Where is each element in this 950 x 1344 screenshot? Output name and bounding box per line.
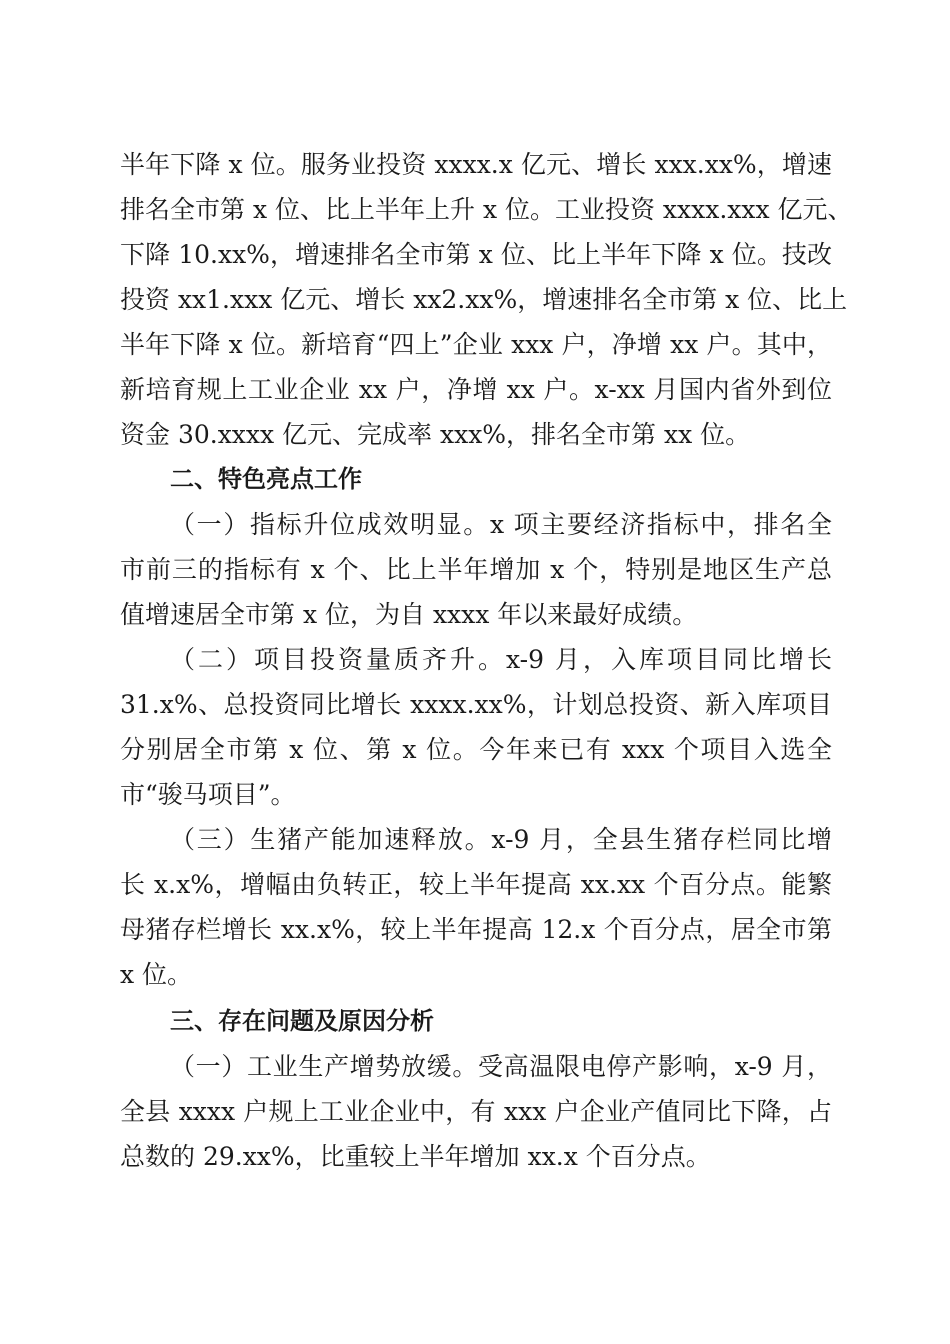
text-line: 31.x%、总投资同比增长 xxxx.xx%，计划总投资、新入库项目 bbox=[120, 690, 832, 719]
text-line: x 位。 bbox=[120, 960, 193, 989]
text-line: 长 x.x%，增幅由负转正，较上半年提高 xx.xx 个百分点。能繁 bbox=[120, 870, 832, 899]
section-heading: 二、特色亮点工作 bbox=[170, 465, 362, 493]
text-line: 新培育规上工业企业 xx 户，净增 xx 户。x-xx 月国内省外到位 bbox=[120, 375, 833, 404]
text-line: （一）工业生产增势放缓。受高温限电停产影响，x-9 月， bbox=[170, 1052, 832, 1081]
text-line: 市前三的指标有 x 个、比上半年增加 x 个，特别是地区生产总 bbox=[120, 555, 832, 584]
text-line: 总数的 29.xx%，比重较上半年增加 xx.x 个百分点。 bbox=[120, 1142, 711, 1171]
section-heading: 三、存在问题及原因分析 bbox=[170, 1007, 434, 1035]
text-line: 母猪存栏增长 xx.x%，较上半年提高 12.x 个百分点，居全市第 bbox=[120, 915, 832, 944]
text-line: 排名全市第 x 位、比上半年上升 x 位。工业投资 xxxx.xxx 亿元、 bbox=[120, 195, 853, 224]
text-line: 投资 xx1.xxx 亿元、增长 xx2.xx%，增速排名全市第 x 位、比上 bbox=[120, 285, 848, 314]
document-body bbox=[120, 142, 853, 1179]
text-line: （一）指标升位成效明显。x 项主要经济指标中，排名全 bbox=[170, 510, 832, 539]
text-line: 半年下降 x 位。新培育“四上”企业 xxx 户，净增 xx 户。其中， bbox=[120, 330, 832, 359]
text-line: 下降 10.xx%，增速排名全市第 x 位、比上半年下降 x 位。技改 bbox=[120, 240, 832, 269]
text-line: （二）项目投资量质齐升。x-9 月，入库项目同比增长 bbox=[170, 645, 832, 674]
text-line: 市“骏马项目”。 bbox=[120, 780, 296, 809]
text-line: 半年下降 x 位。服务业投资 xxxx.x 亿元、增长 xxx.xx%，增速 bbox=[120, 150, 832, 179]
text-line: 值增速居全市第 x 位，为自 xxxx 年以来最好成绩。 bbox=[120, 600, 698, 629]
text-line: 资金 30.xxxx 亿元、完成率 xxx%，排名全市第 xx 位。 bbox=[120, 420, 751, 449]
text-line: 全县 xxxx 户规上工业企业中，有 xxx 户企业产值同比下降，占 bbox=[120, 1097, 832, 1126]
text-line: 分别居全市第 x 位、第 x 位。今年来已有 xxx 个项目入选全 bbox=[120, 735, 832, 764]
text-line: （三）生猪产能加速释放。x-9 月，全县生猪存栏同比增 bbox=[170, 825, 832, 854]
